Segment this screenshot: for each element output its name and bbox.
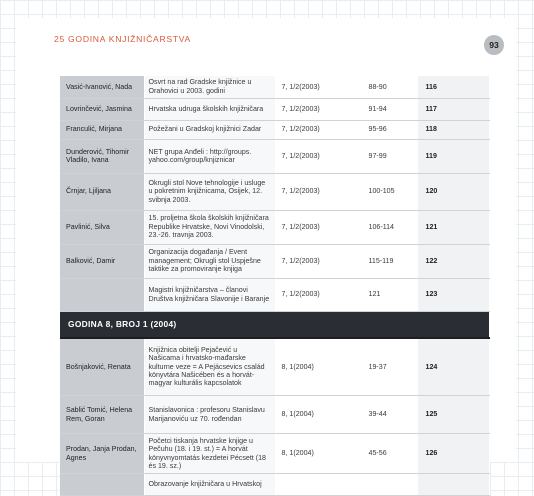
title-cell: Knjižnica obitelji Pejačević u Našicama i hrvatsko-mađarske kulturne veze = A Pejácsevics család könyvtára Našicében és a horvát-magyar kulturális kapcsolatok bbox=[144, 338, 275, 396]
pages-cell: 121 bbox=[362, 278, 417, 311]
issue-cell: 7, 1/2(2003) bbox=[275, 120, 362, 139]
table-row bbox=[60, 244, 489, 278]
author-cell: Prodan, Janja Prodan, Agnes bbox=[60, 434, 144, 474]
issue-cell: 8, 1(2004) bbox=[275, 338, 362, 396]
table-row bbox=[60, 173, 489, 210]
entry-number-cell: 119 bbox=[417, 139, 489, 173]
author-cell: Pavlinić, Silva bbox=[60, 210, 144, 244]
pages-cell: 115-119 bbox=[362, 244, 417, 278]
entry-number-cell: 121 bbox=[417, 210, 489, 244]
pages-cell: 45-56 bbox=[362, 434, 417, 474]
author-cell bbox=[60, 278, 144, 311]
table-body-2003 bbox=[60, 76, 489, 311]
title-cell: Početci tiskanja hrvatske knjige u Pečuhu (18. i 19. st.) = A horvát könyvnyomtatás kezdetei Pécsett (18 és 19. sz.) bbox=[144, 434, 275, 474]
author-cell: Lovrinčević, Jasmina bbox=[60, 98, 144, 120]
pages-cell: 100-105 bbox=[362, 173, 417, 210]
table-row bbox=[60, 474, 489, 496]
section-heading: GODINA 8, BROJ 1 (2004) bbox=[60, 311, 489, 338]
title-cell: Stanislavonica : profesoru Stanislavu Marijanoviću uz 70. rođendan bbox=[144, 396, 275, 434]
entry-number-cell: 124 bbox=[417, 338, 489, 396]
entry-number-cell: 123 bbox=[417, 278, 489, 311]
table-body-2004 bbox=[60, 338, 489, 496]
title-cell: Osvrt na rad Gradske knjižnice u Orahovici u 2003. godini bbox=[144, 76, 275, 98]
issue-cell: 7, 1/2(2003) bbox=[275, 244, 362, 278]
title-cell: Magistri knjižničarstva – članovi Društva knjižničara Slavonije i Baranje bbox=[144, 278, 275, 311]
running-title: 25 GODINA KNJIŽNIČARSTVA bbox=[54, 34, 191, 44]
entry-number-cell: 122 bbox=[417, 244, 489, 278]
author-cell: Črnjar, Ljiljana bbox=[60, 173, 144, 210]
entry-number-cell: 118 bbox=[417, 120, 489, 139]
title-cell: Organizacija događanja / Event management; Okrugli stol Uspješne taktike za promoviranje knjiga bbox=[144, 244, 275, 278]
issue-cell: 8, 1(2004) bbox=[275, 434, 362, 474]
issue-cell: 7, 1/2(2003) bbox=[275, 139, 362, 173]
table-row bbox=[60, 120, 489, 139]
issue-cell: 7, 1/2(2003) bbox=[275, 278, 362, 311]
issue-cell: 8, 1(2004) bbox=[275, 396, 362, 434]
entry-number-cell: 120 bbox=[417, 173, 489, 210]
pages-cell: 97-99 bbox=[362, 139, 417, 173]
entry-number-cell: 125 bbox=[417, 396, 489, 434]
pages-cell: 95-96 bbox=[362, 120, 417, 139]
title-cell: Hrvatska udruga školskih knjižničara bbox=[144, 98, 275, 120]
document-page bbox=[16, 18, 516, 489]
pages-cell: 91-94 bbox=[362, 98, 417, 120]
pages-cell: 19-37 bbox=[362, 338, 417, 396]
table-row bbox=[60, 434, 489, 474]
author-cell: Sablić Tomić, Helena Rem, Goran bbox=[60, 396, 144, 434]
title-cell: 15. proljetna škola školskih knjižničara Republike Hrvatske, Novi Vinodolski, 23.-26. travnja 2003. bbox=[144, 210, 275, 244]
title-cell: NET grupa Anđeli : http://groups. yahoo.com/group/knjiznicar bbox=[144, 139, 275, 173]
table-row bbox=[60, 278, 489, 311]
table-row bbox=[60, 98, 489, 120]
issue-cell: 7, 1/2(2003) bbox=[275, 210, 362, 244]
issue-cell: 7, 1/2(2003) bbox=[275, 98, 362, 120]
title-cell: Okrugli stol Nove tehnologije i usluge u pokretnim knjižnicama, Osijek, 12. svibnja 2003. bbox=[144, 173, 275, 210]
author-cell: Balković, Damir bbox=[60, 244, 144, 278]
issue-cell: 7, 1/2(2003) bbox=[275, 76, 362, 98]
pages-cell bbox=[362, 474, 417, 496]
table-row bbox=[60, 139, 489, 173]
section-heading-row bbox=[60, 311, 489, 338]
issue-cell: 7, 1/2(2003) bbox=[275, 173, 362, 210]
title-cell: Obrazovanje knjižničara u Hrvatskoj bbox=[144, 474, 275, 496]
author-cell: Vasić-Ivanović, Nada bbox=[60, 76, 144, 98]
author-cell: Dunderović, Tihomir Vladilo, Ivana bbox=[60, 139, 144, 173]
entry-number-cell: 126 bbox=[417, 434, 489, 474]
entry-number-cell: 116 bbox=[417, 76, 489, 98]
author-cell: Franculić, Mirjana bbox=[60, 120, 144, 139]
bibliography-table bbox=[60, 76, 490, 496]
page-number-badge: 93 bbox=[484, 35, 504, 55]
table-row bbox=[60, 338, 489, 396]
entry-number-cell: 117 bbox=[417, 98, 489, 120]
table-row bbox=[60, 396, 489, 434]
entry-number-cell bbox=[417, 474, 489, 496]
issue-cell bbox=[275, 474, 362, 496]
pages-cell: 88-90 bbox=[362, 76, 417, 98]
author-cell: Bošnjaković, Renata bbox=[60, 338, 144, 396]
pages-cell: 106-114 bbox=[362, 210, 417, 244]
author-cell bbox=[60, 474, 144, 496]
pages-cell: 39-44 bbox=[362, 396, 417, 434]
table-row bbox=[60, 76, 489, 98]
title-cell: Požežani u Gradskoj knjižnici Zadar bbox=[144, 120, 275, 139]
table-row bbox=[60, 210, 489, 244]
